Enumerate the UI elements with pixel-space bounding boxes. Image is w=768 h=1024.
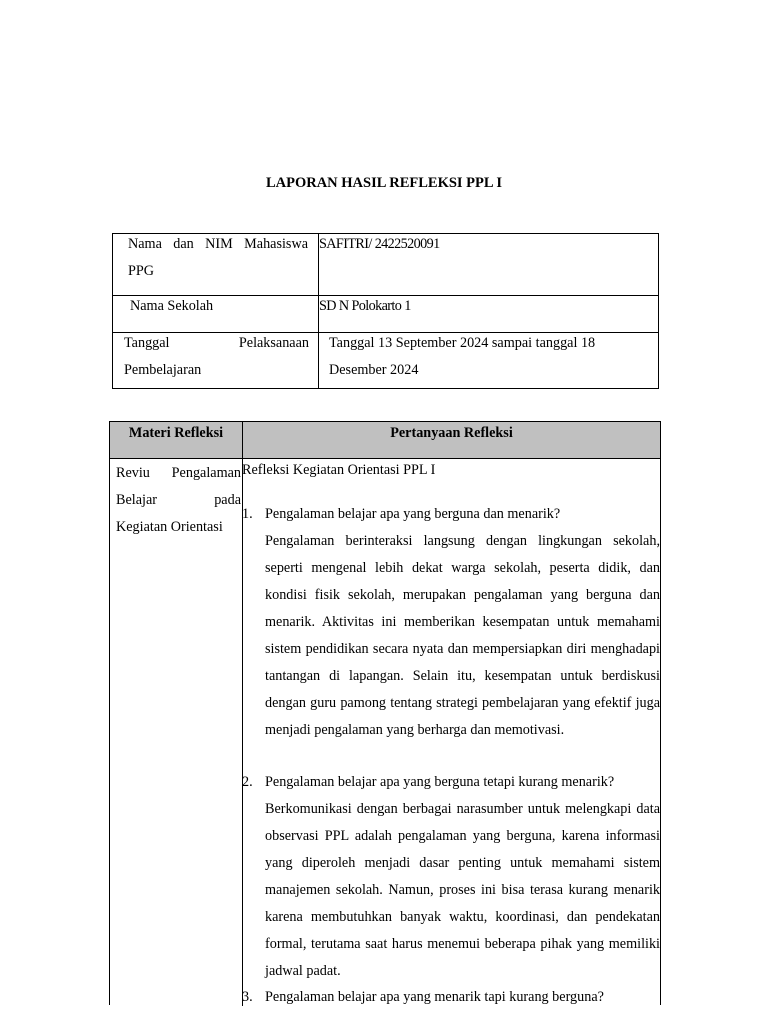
label-line: Pembelajaran (124, 361, 202, 378)
label-word: Tanggal (124, 335, 170, 351)
info-row-name (113, 234, 658, 296)
info-label-name (128, 231, 308, 284)
document-title: LAPORAN HASIL REFLEKSI PPL I (265, 175, 503, 191)
info-value-date (329, 330, 595, 383)
label-line: PPG (128, 262, 155, 279)
item-number: 2. (242, 774, 253, 790)
header-materi: Materi Refleksi (128, 425, 224, 441)
item-question: Pengalaman belajar apa yang berguna dan menarik? (265, 506, 561, 522)
label-word: dan (173, 236, 194, 252)
label-word: Nama (128, 236, 162, 252)
label-word: NIM (205, 236, 233, 252)
item-number: 1. (242, 506, 253, 522)
label-word: Pelaksanaan (238, 335, 309, 351)
info-value-name: SAFITRI/ 2422520091 (319, 236, 440, 252)
value-line: Desember 2024 (329, 361, 419, 378)
reflection-section-title: Refleksi Kegiatan Orientasi PPL I (242, 462, 436, 478)
materi-cell (116, 460, 241, 541)
info-row-school (113, 296, 658, 333)
header-pertanyaan: Pertanyaan Refleksi (390, 425, 513, 441)
info-row-date (113, 333, 658, 389)
cell-word: pada (214, 492, 241, 508)
item-answer: Berkomunikasi dengan berbagai narasumber untuk melengkapi data observasi PPL adalah pengalaman yang berguna, karena informasi yang diperoleh menjadi dasar penting untuk memahami sistem manajemen sekolah. Namun, proses ini bisa terasa kurang menarik karena membutuhkan banyak waktu, koordinasi, dan pendekatan formal, terutama saat harus menemui beberapa pihak yang memiliki jadwal padat. (265, 801, 660, 979)
item-number: 3. (242, 989, 253, 1005)
cell-word: Pengalaman (171, 465, 241, 481)
info-table (112, 233, 659, 389)
item-question: Pengalaman belajar apa yang menarik tapi kurang berguna? (265, 989, 604, 1005)
info-label-school: Nama Sekolah (130, 298, 214, 314)
reflection-table (109, 421, 661, 1005)
item-answer: Pengalaman berinteraksi langsung dengan lingkungan sekolah, seperti mengenal lebih dekat warga sekolah, peserta didik, dan kondisi fisik sekolah, merupakan pengalaman yang berguna dan menarik. Aktivitas ini memberikan kesempatan untuk memahami sistem pendidikan secara nyata dan mempersiapkan diri menghadapi tantangan di lapangan. Selain itu, kesempatan untuk berdiskusi dengan guru pamong tentang strategi pembelajaran yang efektif juga menjadi pengalaman yang berharga dan memotivasi. (265, 533, 660, 738)
info-value-school: SD N Polokarto 1 (319, 298, 411, 314)
item-question: Pengalaman belajar apa yang berguna tetapi kurang menarik? (265, 774, 615, 790)
info-label-date (124, 330, 309, 383)
cell-word: Reviu (116, 465, 150, 481)
cell-word: Belajar (116, 492, 157, 508)
value-line: Tanggal 13 September 2024 sampai tanggal 18 (329, 335, 596, 351)
cell-line: Kegiatan Orientasi (116, 519, 223, 535)
label-word: Mahasiswa (244, 236, 308, 252)
